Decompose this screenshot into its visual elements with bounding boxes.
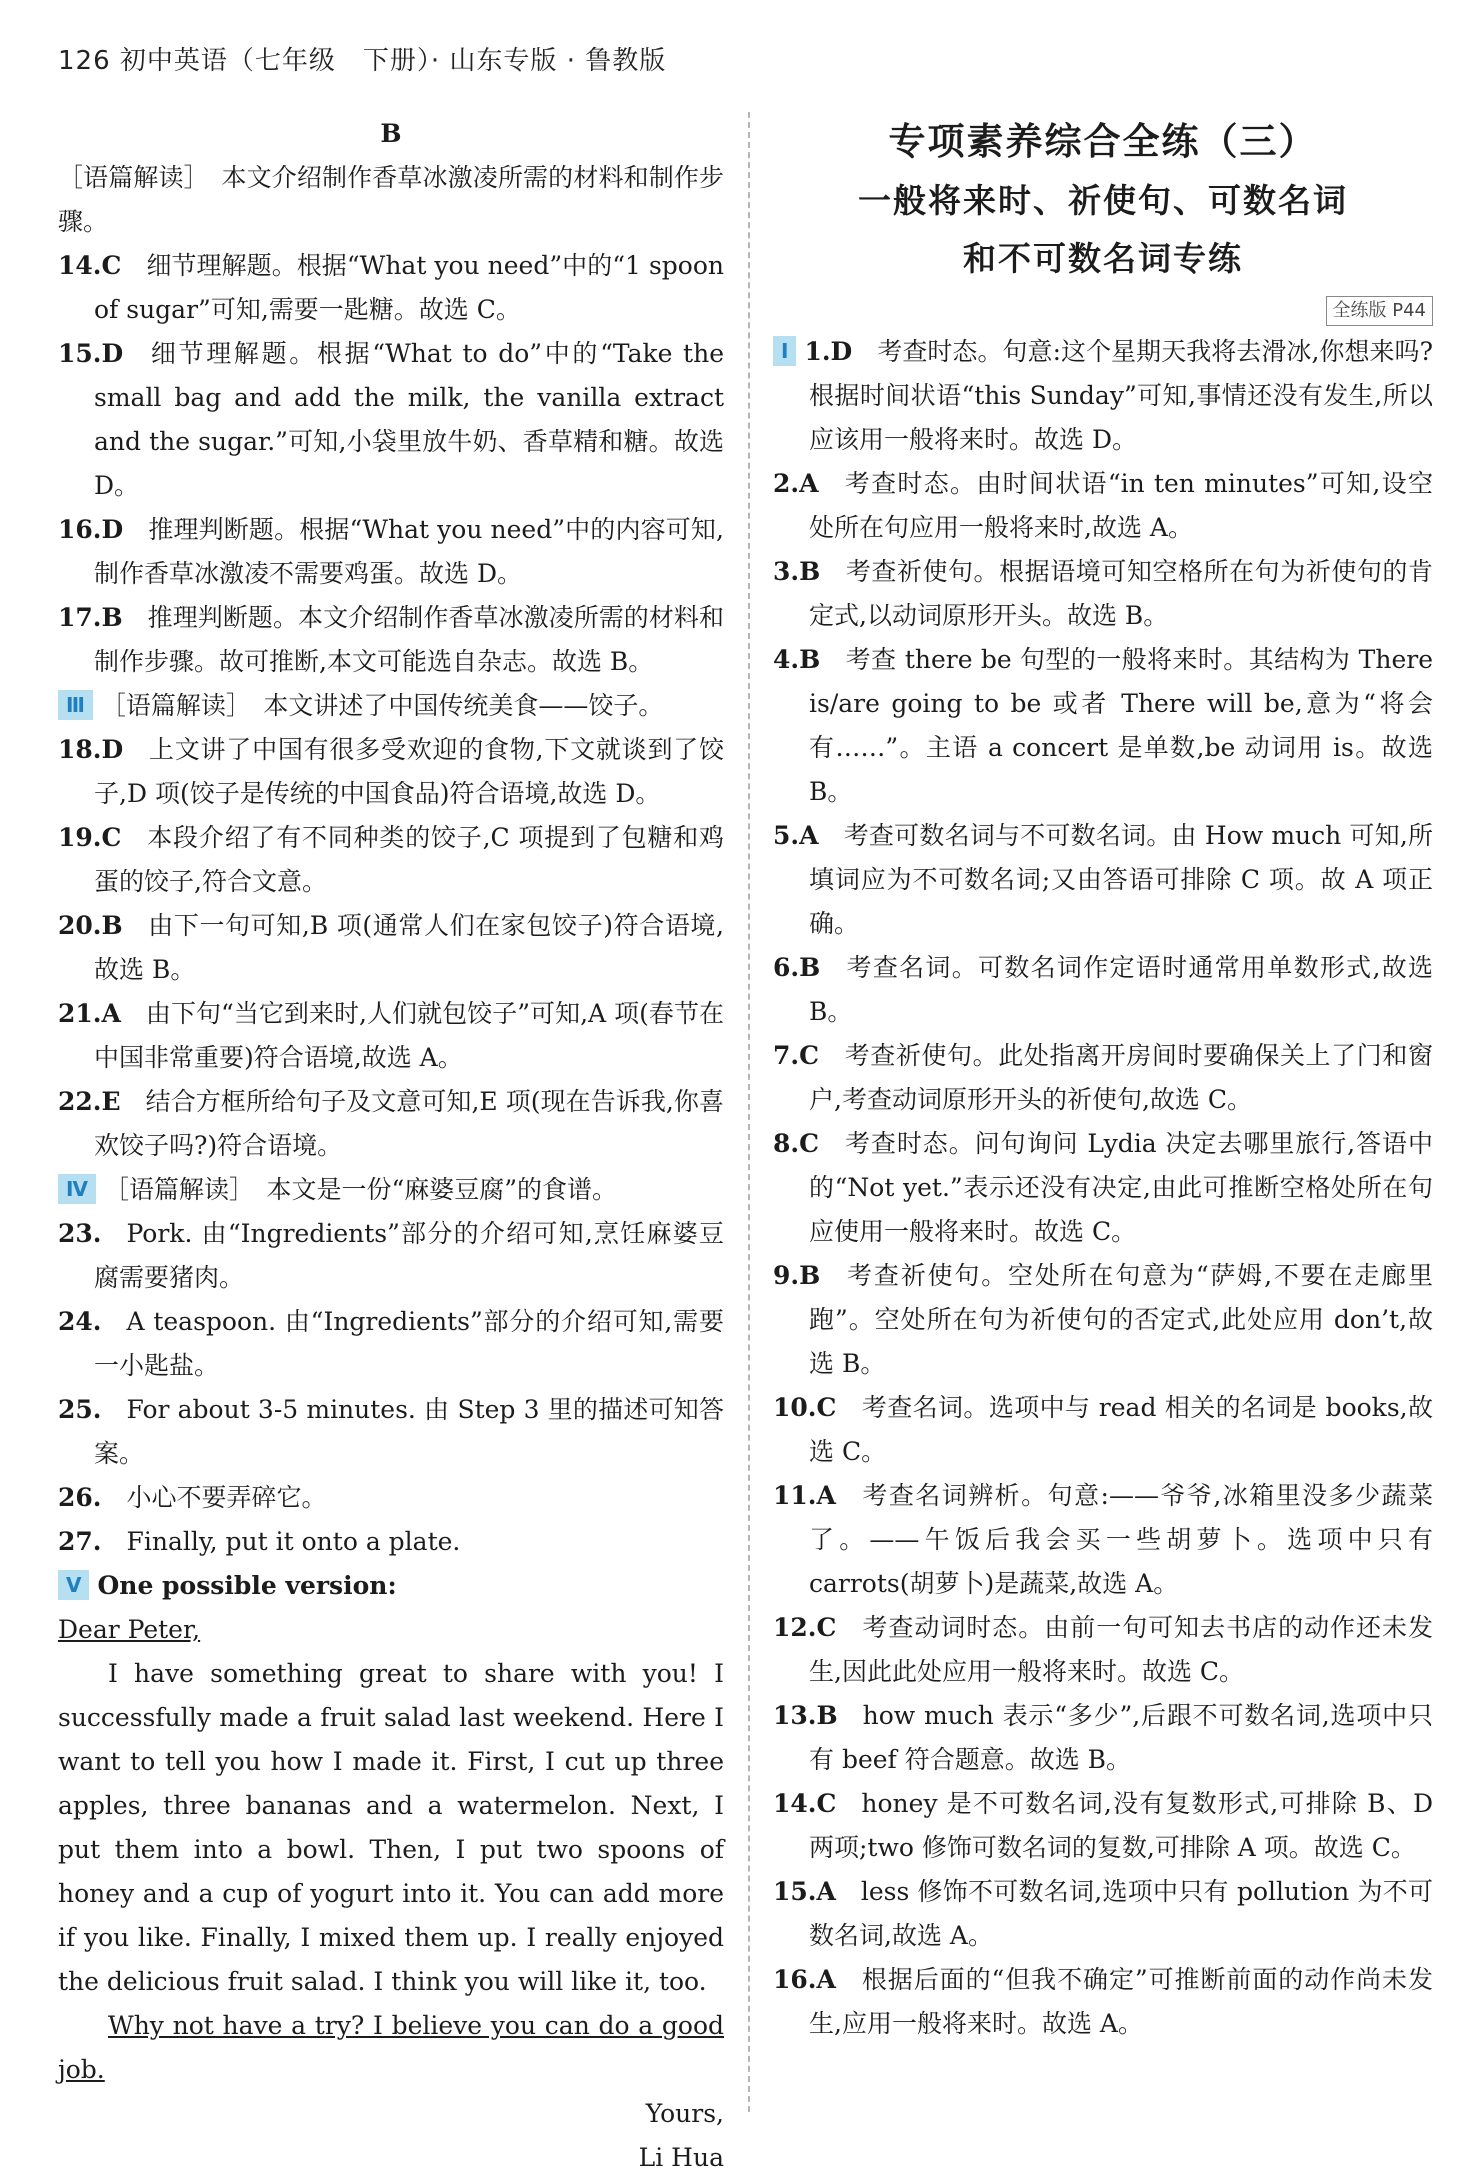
answer-item bbox=[58, 332, 724, 508]
page-header bbox=[58, 40, 666, 77]
answer-number: 21.A bbox=[58, 999, 121, 1028]
answer-item bbox=[773, 1606, 1433, 1694]
answer-explanation: 考查名词。选项中与 read 相关的名词是 books,故选 C。 bbox=[809, 1393, 1433, 1466]
letter-sign-off: Yours, bbox=[645, 2099, 724, 2128]
answer-item bbox=[773, 330, 1433, 462]
answer-explanation: 推理判断题。本文介绍制作香草冰激凌所需的材料和制作步骤。故可推断,本文可能选自杂志。故选 B。 bbox=[94, 603, 724, 676]
answer-explanation: Pork. 由“Ingredients”部分的介绍可知,烹饪麻婆豆腐需要猪肉。 bbox=[94, 1219, 724, 1292]
right-answers bbox=[773, 330, 1433, 2046]
answer-explanation: 根据后面的“但我不确定”可推断前面的动作尚未发生,应用一般将来时。故选 A。 bbox=[809, 1965, 1433, 2038]
answer-explanation: 小心不要弄碎它。 bbox=[126, 1483, 327, 1512]
answer-item bbox=[58, 1300, 724, 1388]
column-divider bbox=[748, 112, 750, 2112]
answer-number: 6.B bbox=[773, 953, 821, 982]
answer-number: 9.B bbox=[773, 1261, 821, 1290]
letter-salutation: Dear Peter, bbox=[58, 1615, 201, 1644]
answer-item bbox=[58, 992, 724, 1080]
answer-item bbox=[58, 508, 724, 596]
answer-number: 25. bbox=[58, 1395, 102, 1424]
answer-number: 8.C bbox=[773, 1129, 819, 1158]
answer-explanation: 上文讲了中国有很多受欢迎的食物,下文就谈到了饺子,D 项(饺子是传统的中国食品)符合语境,故选 D。 bbox=[94, 735, 724, 808]
answer-item bbox=[773, 1870, 1433, 1958]
answer-explanation: For about 3-5 minutes. 由 Step 3 里的描述可知答案。 bbox=[94, 1395, 724, 1468]
answer-number: 13.B bbox=[773, 1701, 838, 1730]
answer-number: 14.C bbox=[58, 251, 122, 280]
answer-item bbox=[773, 1694, 1433, 1782]
answer-explanation: 由下一句可知,B 项(通常人们在家包饺子)符合语境,故选 B。 bbox=[94, 911, 724, 984]
answer-item bbox=[773, 1254, 1433, 1386]
letter-signature: Li Hua bbox=[638, 2143, 724, 2172]
page-number: 126 bbox=[58, 46, 111, 76]
answer-explanation: how much 表示“多少”,后跟不可数名词,选项中只有 beef 符合题意。故选 B。 bbox=[809, 1701, 1433, 1774]
answer-item bbox=[773, 1386, 1433, 1474]
section-5-heading bbox=[58, 1564, 724, 1608]
section-5-badge: Ⅴ bbox=[58, 1570, 89, 1600]
letter-last-line: Why not have a try? I believe you can do a good job. bbox=[58, 2011, 724, 2084]
section-5-heading-text: One possible version: bbox=[97, 1571, 397, 1600]
book-title: 初中英语（七年级 下册）· 山东专版 · 鲁教版 bbox=[119, 46, 667, 76]
answer-explanation: 推理判断题。根据“What you need”中的内容可知,制作香草冰激凌不需要鸡蛋。故选 D。 bbox=[94, 515, 724, 588]
answer-explanation: 考查时态。句意:这个星期天我将去滑冰,你想来吗? 根据时间状语“this Sunday”可知,事情还没有发生,所以应该用一般将来时。故选 D。 bbox=[809, 337, 1433, 454]
answer-number: 12.C bbox=[773, 1613, 837, 1642]
left-column bbox=[58, 112, 724, 2180]
answer-item bbox=[773, 550, 1433, 638]
answer-explanation: 考查时态。由时间状语“in ten minutes”可知,设空处所在句应用一般将来时,故选 A。 bbox=[809, 469, 1433, 542]
answer-explanation: less 修饰不可数名词,选项中只有 pollution 为不可数名词,故选 A。 bbox=[809, 1877, 1433, 1950]
answer-item bbox=[773, 814, 1433, 946]
answer-explanation: 考查名词。可数名词作定语时通常用单数形式,故选 B。 bbox=[809, 953, 1433, 1026]
answer-number: 14.C bbox=[773, 1789, 837, 1818]
right-subtitle-1: 一般将来时、祈使句、可数名词 bbox=[858, 181, 1348, 220]
answer-item bbox=[58, 244, 724, 332]
section-4-answers bbox=[58, 1212, 724, 1564]
answer-number: 10.C bbox=[773, 1393, 837, 1422]
section-3-summary-text: ［语篇解读］ 本文讲述了中国传统美食——饺子。 bbox=[100, 691, 664, 720]
answer-item bbox=[773, 1122, 1433, 1254]
answer-number: 16.D bbox=[58, 515, 124, 544]
answer-explanation: 由下句“当它到来时,人们就包饺子”可知,A 项(春节在中国非常重要)符合语境,故选 A。 bbox=[94, 999, 724, 1072]
answer-item bbox=[58, 816, 724, 904]
answer-item bbox=[773, 946, 1433, 1034]
answer-item bbox=[773, 462, 1433, 550]
answer-item bbox=[773, 638, 1433, 814]
answer-number: 5.A bbox=[773, 821, 819, 850]
answer-item bbox=[58, 1388, 724, 1476]
answer-number: 16.A bbox=[773, 1965, 836, 1994]
section-3-badge: Ⅲ bbox=[58, 690, 93, 720]
answer-item bbox=[773, 1034, 1433, 1122]
answer-number: 22.E bbox=[58, 1087, 121, 1116]
answer-explanation: 结合方框所给句子及文意可知,E 项(现在告诉我,你喜欢饺子吗?)符合语境。 bbox=[94, 1087, 724, 1160]
answer-explanation: 考查可数名词与不可数名词。由 How much 可知,所填词应为不可数名词;又由答语可排除 C 项。故 A 项正确。 bbox=[809, 821, 1433, 938]
answer-number: 15.D bbox=[58, 339, 124, 368]
answer-number: 4.B bbox=[773, 645, 821, 674]
answer-number: 20.B bbox=[58, 911, 123, 940]
section-badge: Ⅰ bbox=[773, 336, 796, 366]
answer-item bbox=[58, 596, 724, 684]
answer-number: 19.C bbox=[58, 823, 122, 852]
answer-explanation: 细节理解题。根据“What you need”中的“1 spoon of sugar”可知,需要一匙糖。故选 C。 bbox=[94, 251, 724, 324]
answer-number: 2.A bbox=[773, 469, 819, 498]
answer-number: 18.D bbox=[58, 735, 124, 764]
section-3-summary bbox=[58, 684, 724, 728]
letter-body: I have something great to share with you! I successfully made a fruit salad last weekend. Here I want to tell you how I made it. First, I cut up three apples, three bananas and a watermelon. Next, I put them into a bowl. Then, I put two spoons of honey and a cup of yogurt into it. You can add more if you like. Finally, I mixed them up. I really enjoyed the delicious fruit salad. I think you will like it, too. bbox=[58, 1659, 724, 1996]
section-4-summary bbox=[58, 1168, 724, 1212]
answer-item bbox=[773, 1474, 1433, 1606]
answer-item bbox=[58, 1476, 724, 1520]
answer-number: 27. bbox=[58, 1527, 102, 1556]
answer-number: 1.D bbox=[804, 337, 853, 366]
right-title: 专项素养综合全练（三） bbox=[888, 120, 1318, 163]
answer-item bbox=[58, 1212, 724, 1300]
page-reference-box: 全练版 P44 bbox=[1326, 296, 1433, 326]
section-4-summary-text: ［语篇解读］ 本文是一份“麻婆豆腐”的食谱。 bbox=[103, 1175, 618, 1204]
answer-explanation: 考查动词时态。由前一句可知去书店的动作还未发生,因此此处应用一般将来时。故选 C。 bbox=[809, 1613, 1433, 1686]
right-column bbox=[773, 112, 1433, 2046]
answer-number: 17.B bbox=[58, 603, 123, 632]
answer-item bbox=[773, 1782, 1433, 1870]
answer-number: 11.A bbox=[773, 1481, 836, 1510]
section-b-summary: ［语篇解读］ 本文介绍制作香草冰激凌所需的材料和制作步骤。 bbox=[58, 163, 724, 236]
right-subtitle-2: 和不可数名词专练 bbox=[963, 239, 1243, 278]
answer-explanation: 本段介绍了有不同种类的饺子,C 项提到了包糖和鸡蛋的饺子,符合文意。 bbox=[94, 823, 724, 896]
answer-explanation: 考查祈使句。根据语境可知空格所在句为祈使句的肯定式,以动词原形开头。故选 B。 bbox=[809, 557, 1433, 630]
answer-explanation: 考查祈使句。空处所在句意为“萨姆,不要在走廊里跑”。空处所在句为祈使句的否定式,此处应用 don’t,故选 B。 bbox=[809, 1261, 1433, 1378]
answer-explanation: 考查祈使句。此处指离开房间时要确保关上了门和窗户,考查动词原形开头的祈使句,故选 C。 bbox=[809, 1041, 1433, 1114]
answer-explanation: 考查时态。问句询问 Lydia 决定去哪里旅行,答语中的“Not yet.”表示还没有决定,由此可推断空格处所在句应使用一般将来时。故选 C。 bbox=[809, 1129, 1433, 1246]
answer-number: 23. bbox=[58, 1219, 102, 1248]
section-b-heading: B bbox=[380, 119, 402, 148]
answer-item bbox=[58, 728, 724, 816]
answer-item bbox=[58, 904, 724, 992]
answer-number: 26. bbox=[58, 1483, 102, 1512]
answer-explanation: 考查 there be 句型的一般将来时。其结构为 There is/are going to be 或者 There will be,意为“将会有……”。主语 a concert 是单数,be 动词用 is。故选 B。 bbox=[809, 645, 1433, 806]
answer-number: 15.A bbox=[773, 1877, 836, 1906]
answer-number: 3.B bbox=[773, 557, 821, 586]
section-4-badge: Ⅳ bbox=[58, 1174, 96, 1204]
section-b-answers bbox=[58, 244, 724, 684]
section-3-answers bbox=[58, 728, 724, 1168]
answer-explanation: Finally, put it onto a plate. bbox=[126, 1527, 461, 1556]
answer-explanation: A teaspoon. 由“Ingredients”部分的介绍可知,需要一小匙盐。 bbox=[94, 1307, 724, 1380]
answer-item bbox=[58, 1080, 724, 1168]
answer-explanation: 考查名词辨析。句意:——爷爷,冰箱里没多少蔬菜了。——午饭后我会买一些胡萝卜。选项中只有 carrots(胡萝卜)是蔬菜,故选 A。 bbox=[809, 1481, 1433, 1598]
answer-explanation: 细节理解题。根据“What to do”中的“Take the small bag and add the milk, the vanilla extract and the sugar.”可知,小袋里放牛奶、香草精和糖。故选 D。 bbox=[94, 339, 724, 500]
answer-number: 7.C bbox=[773, 1041, 819, 1070]
answer-item bbox=[58, 1520, 724, 1564]
answer-number: 24. bbox=[58, 1307, 102, 1336]
answer-item bbox=[773, 1958, 1433, 2046]
answer-explanation: honey 是不可数名词,没有复数形式,可排除 B、D 两项;two 修饰可数名词的复数,可排除 A 项。故选 C。 bbox=[809, 1789, 1433, 1862]
